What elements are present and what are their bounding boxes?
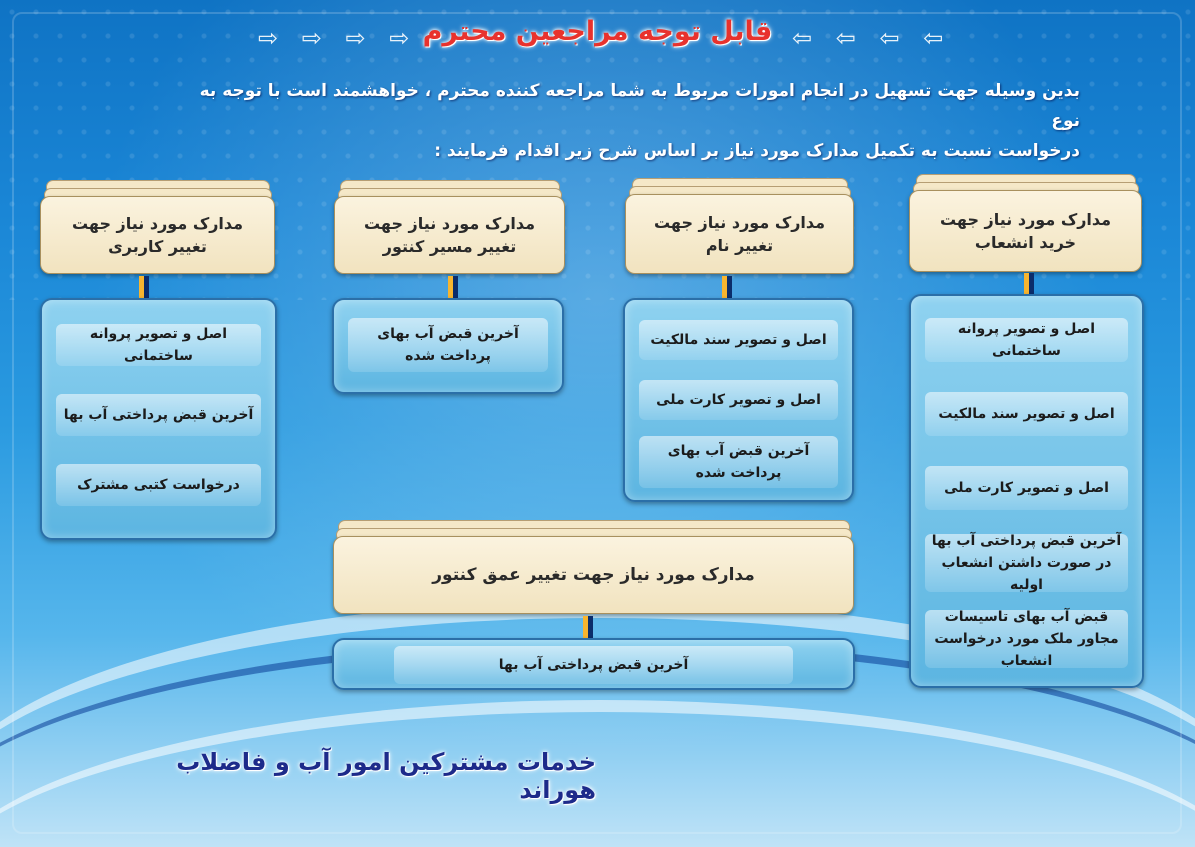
arrows-left-icon: ⇨ ⇨ ⇨ ⇨ [258,24,418,52]
list-item: آخرین قبض آب بهای پرداخت شده [639,436,838,488]
intro-text [170,76,1080,166]
card-title-line-2: خرید انشعاب [974,233,1077,252]
list-item: آخرین قبض آب بهای پرداخت شده [348,318,548,372]
intro-line-1: بدین وسیله جهت تسهیل در انجام امورات مربوط به شما مراجعه کننده محترم ، خواهشمند است با توجه به نوع [199,81,1080,131]
list-item: اصل و تصویر کارت ملی [925,466,1128,510]
poster-title: قابل توجه مراجعین محترم [422,16,773,47]
card-header [909,190,1142,272]
card-connector [448,276,458,298]
list-item: اصل و تصویر کارت ملی [639,380,838,420]
card-title-line-1: مدارک مورد نیاز جهت [363,214,536,233]
card-body [332,298,564,394]
list-item: قبض آب بهای تاسیسات مجاور ملک مورد درخواست انشعاب [925,610,1128,668]
list-item: اصل و تصویر پروانه ساختمانی [925,318,1128,362]
list-item: آخرین قبض پرداختی آب بها [56,394,261,436]
card-connector [139,276,149,298]
intro-line-2: درخواست نسبت به تکمیل مدارک مورد نیاز بر اساس شرح زیر اقدام فرمایند : [434,141,1080,161]
card-title-line-2: تغییر کاربری [108,237,207,256]
list-item: اصل و تصویر سند مالکیت [639,320,838,360]
card-body [40,298,277,540]
list-item: آخرین قبض پرداختی آب بها در صورت داشتن انشعاب اولیه [925,534,1128,592]
card-title-line-1: مدارک مورد نیاز جهت [71,214,244,233]
card-body [332,638,855,690]
card-title-line-2: تغییر مسیر کنتور [382,237,517,256]
card-title-line-2: تغییر نام [705,236,774,255]
list-item: اصل و تصویر سند مالکیت [925,392,1128,436]
card-connector [722,276,732,298]
card-header [334,196,565,274]
card-header [40,196,275,274]
list-item: درخواست کتبی مشترک [56,464,261,506]
card-title-line-1: مدارک مورد نیاز جهت [939,210,1112,229]
card-header [625,194,854,274]
card-header: مدارک مورد نیاز جهت تغییر عمق کنتور [333,536,854,614]
arrows-right-icon: ⇦ ⇦ ⇦ ⇦ [792,24,952,52]
card-connector [1024,273,1034,295]
card-body [623,298,854,502]
card-body [909,294,1144,688]
card-connector [583,616,593,638]
card-title-line-1: مدارک مورد نیاز جهت [653,213,826,232]
footer-organization: خدمات مشترکین امور آب و فاضلاب هوراند [176,748,596,804]
list-item: آخرین قبض پرداختی آب بها [394,646,793,684]
list-item: اصل و تصویر پروانه ساختمانی [56,324,261,366]
